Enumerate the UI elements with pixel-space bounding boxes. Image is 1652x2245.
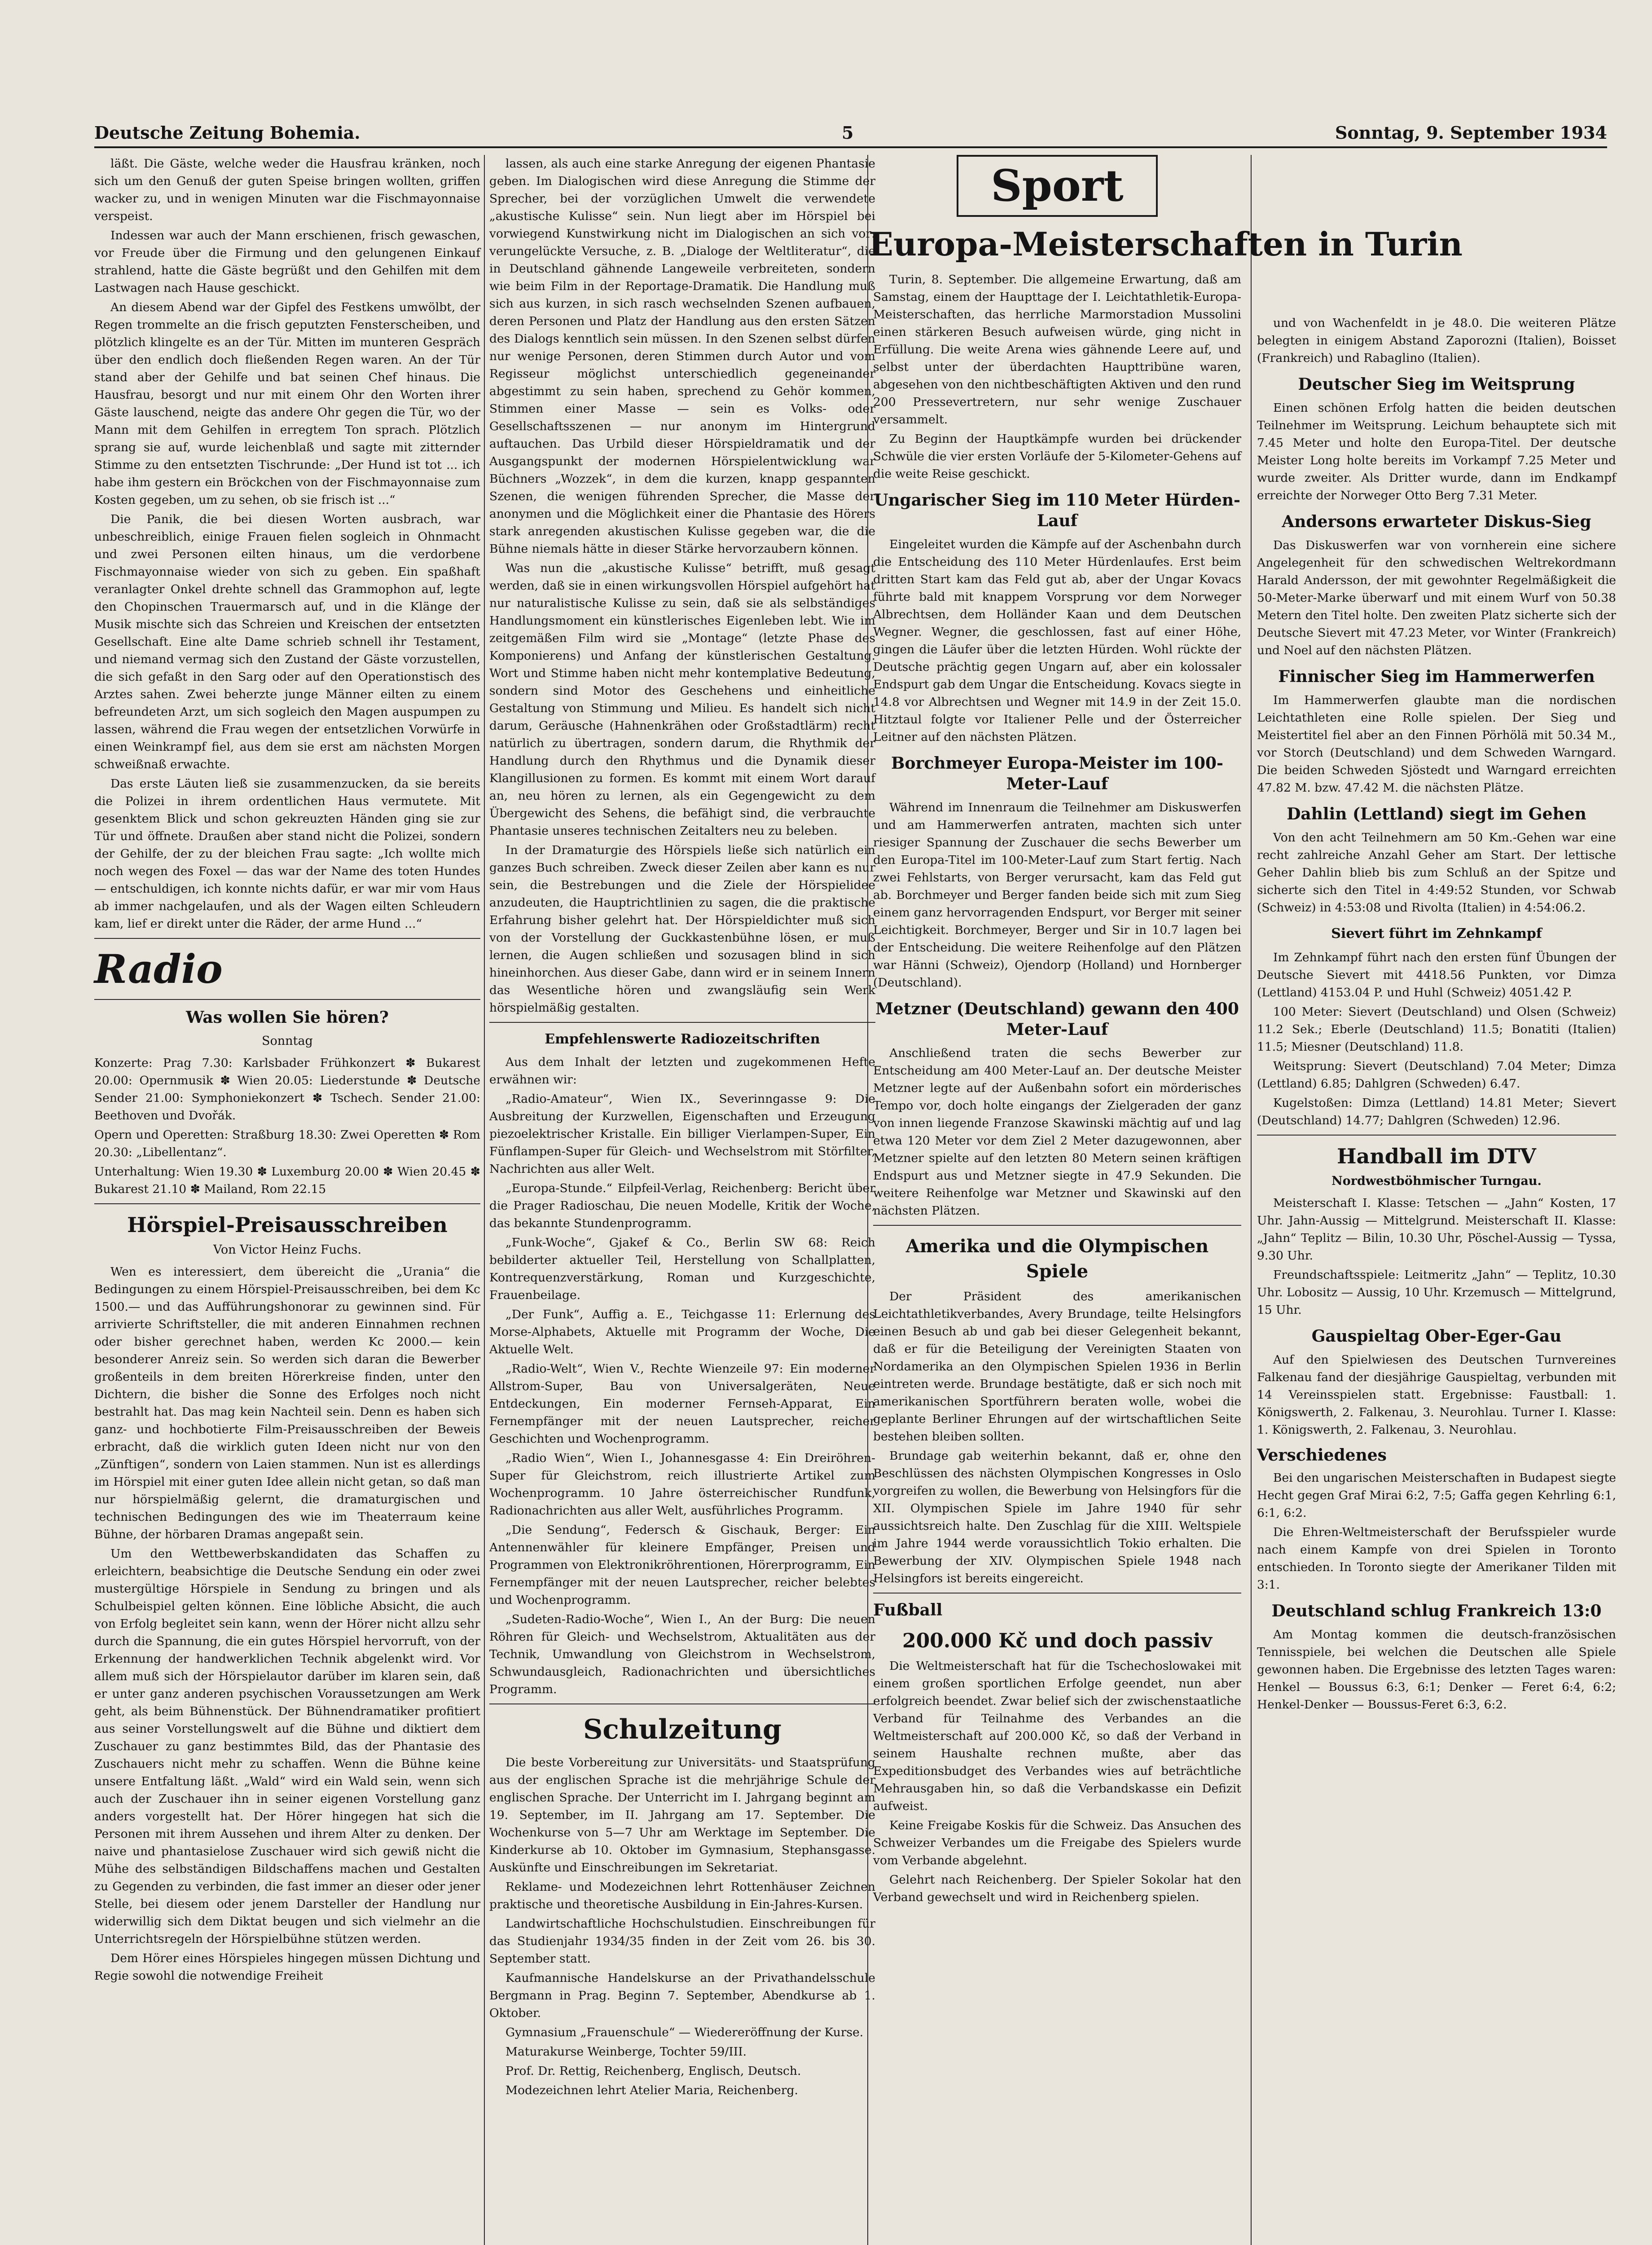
article-paragraph: Was nun die „akustische Kulisse“ betrifft, muß gesagt werden, daß sie in einen wirkungsvollen Hörspiel aufgehört hat nur naturalistische Kulisse zu sein, daß sie als selbständiges Handlungsmoment ein künstlerisches Eigenleben lebt. Wie im zeitgemäßen Film wird sie „Montage“ (letzte Phase des Komponierens) und Anfang der künstlerischen Gestaltung. Wort und Stimme haben nicht mehr kontemplative Bedeutung, sondern sind Motor des Geschehens und einheitliche Gestaltung von Stimmung und Milieu. Es handelt sich nicht darum, Geräusche (Hahnenkrähen oder Großstadtlärm) recht natürlich zu übertragen, sondern darum, die Rhythmik der Handlung durch den Rhythmus und die Dynamik dieser Klangillusionen zu formen. Es kommt mit einem Wort darauf an, neu hören zu lernen, als ein Gegengewicht zu dem Übergewicht des Sehens, die befähigt sind, die verbrauchte Phantasie unseres technischen Zeitalters neu zu beleben. — [489, 561, 875, 838]
sport-subheadline: Nordwestböhmischer Turngau. — [1331, 1174, 1542, 1188]
school-notice: Kaufmannische Handelskurse an der Privathandelsschule Bergmann in Prag. Beginn 7. September, Abendkurse ab 1. Oktober. — [489, 1971, 875, 2020]
school-notice: Maturakurse Weinberge, Tochter 59/III. — [505, 2045, 747, 2059]
sport-paragraph: Einen schönen Erfolg hatten die beiden deutschen Teilnehmer im Weitsprung. Leichum behauptete sich mit 7.45 Meter und holte den Europa-Titel. Der deutsche Meister Long holte bereits im Vorkampf 7.25 Meter und wurde zweiter. Als Dritter wurde, dann im Endkampf erreichte der Norweger Otto Berg 7.31 Meter. — [1257, 401, 1616, 502]
article-paragraph: Dem Hörer eines Hörspieles hingegen müssen Dichtung und Regie sowohl die notwendige Freiheit — [94, 1951, 480, 1983]
column-1 — [94, 155, 480, 1986]
radio-magazine-entry: „Radio-Amateur“, Wien IX., Severinngasse 9: Die Ausbreitung der Kurzwellen, Eigenschaften und Erzeugung piezoelektrischer Kristalle. Ein billiger Vierlampen-Super, Ein Fünflampen-Super für Gleich- und Wechselstrom mit Störfilter, Nachrichten aus aller Welt. — [489, 1092, 875, 1176]
sport-paragraph: 100 Meter: Sievert (Deutschland) und Olsen (Schweiz) 11.2 Sek.; Eberle (Deutschland) 11.5; Bonatiti (Italien) 11.5; Miesner (Deutschland) 11.8. — [1257, 1005, 1616, 1054]
sport-headline: Gauspieltag Ober-Eger-Gau — [1311, 1327, 1562, 1346]
sport-headline: Deutschland schlug Frankreich 13:0 — [1271, 1602, 1602, 1620]
radio-magazine-entry: „Die Sendung“, Federsch & Gischauk, Berger: Ein Antennenwähler für kleinere Empfänger, Preisen und Programmen von Elektronikröhrentionen, Hörerprogramm, Ein Fernempfänger mit der neuen Lautsprecher, reicher belebtes und Wochenprogramm. — [489, 1523, 875, 1607]
section-divider — [873, 1225, 1241, 1226]
sport-paragraph: und von Wachenfeldt in je 48.0. Die weiteren Plätze belegten in einigem Abstand Zaporozni (Italien), Boisset (Frankreich) und Rabaglino (Italien). — [1257, 316, 1616, 365]
page-number: 5 — [842, 123, 854, 143]
sport-main-headline: Europa-Meisterschaften in Turin — [869, 225, 1463, 263]
sport-paragraph: Die Weltmeisterschaft hat für die Tschechoslowakei mit einem großen sportlichen Erfolge geendet, nun aber erfolgreich beendet. Zwar belief sich der zwischenstaatliche Verband für Teilnahme des Verbandes an die Weltmeisterschaft auf 200.000 Kč, so daß der Verband in seinem Haushalte rechnen mußte, aber das Expeditionsbudget des Verbandes wies auf beträchtliche Mehrausgaben hin, so daß die Verbandskasse ein Defizit aufweist. — [873, 1659, 1241, 1813]
page-header — [94, 116, 1607, 143]
sport-headline: Amerika und die Olympischen Spiele — [905, 1236, 1209, 1282]
school-notice: Die beste Vorbereitung zur Universitäts- und Staatsprüfung aus der englischen Sprache ist die mehrjährige Schule der englischen Sprache. Der Unterricht im I. Jahrgang beginnt am 19. September, im II. Jahrgang am 17. September. Die Wochenkurse von 5—7 Uhr am Werktage im September. Die Kinderkurse ab 10. Oktober im Gymnasium, Stephansgasse. Auskünfte und Einschreibungen im Sekretariat. — [489, 1756, 875, 1875]
radio-program-heading: Was wollen Sie hören? — [186, 1008, 389, 1027]
column-4 — [1257, 314, 1616, 1715]
radio-program-day: Sonntag — [262, 1034, 313, 1048]
sport-subheadline: Sievert führt im Zehnkampf — [1331, 926, 1542, 942]
radio-magazines-heading: Empfehlenswerte Radiozeitschriften — [545, 1031, 820, 1047]
sport-headline: Ungarischer Sieg im 110 Meter Hürden-Lauf — [874, 491, 1240, 530]
header-rule — [94, 146, 1607, 148]
article-byline: Von Victor Heinz Fuchs. — [213, 1243, 362, 1257]
radio-magazine-entry: „Radio Wien“, Wien I., Johannesgasse 4: Ein Dreiröhren-Super für Gleichstrom, reich illustrierte Artikel zum Wochenprogramm. 10 Jahre österreichischer Rundfunk, Radionachrichten aus aller Welt, ausführliches Programm. — [489, 1451, 875, 1518]
radio-magazine-entry: „Funk-Woche“, Gjakef & Co., Berlin SW 68: Reich bebilderter aktueller Teil, Herstellung von Schallplatten, Kontrequenzverstärkung, Roman und Kurzgeschichte, Frauenbeilage. — [489, 1236, 875, 1302]
sport-paragraph: Das Diskuswerfen war von vornherein eine sichere Angelegenheit für den schwedischen Weltrekordmann Harald Andersson, der mit gewohnter Regelmäßigkeit die 50-Meter-Marke überwarf und mit einem Wurf von 50.38 Metern den Titel holte. Den zweiten Platz sicherte sich der Deutsche Sievert mit 47.23 Meter, vor Winter (Frankreich) und Noel auf den nächsten Plätzen. — [1257, 538, 1616, 657]
sport-headline: Metzner (Deutschland) gewann den 400 Meter-Lauf — [875, 999, 1239, 1039]
story-paragraph: läßt. Die Gäste, welche weder die Hausfrau kränken, noch sich um den Genuß der guten Speise bringen wollten, griffen wacker zu, und in wenigen Minuten war die Fischmayonnaise verspeist. — [94, 157, 480, 223]
sport-paragraph: Meisterschaft I. Klasse: Tetschen — „Jahn“ Kosten, 17 Uhr. Jahn-Aussig — Mittelgrund. Meisterschaft II. Klasse: „Jahn“ Teplitz — Bilin, 10.30 Uhr, Pöschel-Aussig — Tyssa, 9.30 Uhr. — [1257, 1196, 1616, 1263]
radio-program-line: Konzerte: Prag 7.30: Karlsbader Frühkonzert ✽ Bukarest 20.00: Opernmusik ✽ Wien 20.05: Liederstunde ✽ Deutsche Sender 21.00: Symphoniekonzert ✽ Tschech. Sender 21.00: Beethoven und Dvořák. — [94, 1056, 480, 1122]
sport-headline: Deutscher Sieg im Weitsprung — [1298, 375, 1575, 394]
radio-section-title: Radio — [94, 946, 223, 992]
sport-paragraph: Bei den ungarischen Meisterschaften in Budapest siegte Hecht gegen Graf Mirai 6:2, 7:5; Gaffa gegen Kehrling 6:1, 6:1, 6:2. — [1257, 1471, 1616, 1520]
sport-paragraph: Die Ehren-Weltmeisterschaft der Berufsspieler wurde nach einem Kampfe von drei Spielen in Toronto entschieden. In Toronto siegte der Amerikaner Tilden mit 3:1. — [1257, 1525, 1616, 1592]
section-divider — [94, 1203, 480, 1204]
radio-program-line: Opern und Operetten: Straßburg 18.30: Zwei Operetten ✽ Rom 20.30: „Libellentanz“. — [94, 1128, 480, 1159]
story-paragraph: Indessen war auch der Mann erschienen, frisch gewaschen, vor Freude über die Firmung und den gelungenen Einkauf strahlend, hatte die Gäste begrüßt und den Gehilfen mit dem Lastwagen nach Hause geschickt. — [94, 229, 480, 295]
sport-paragraph: Keine Freigabe Koskis für die Schweiz. Das Ansuchen des Schweizer Verbandes um die Freigabe des Spielers wurde vom Verbande abgelehnt. — [873, 1818, 1241, 1867]
article-paragraph: lassen, als auch eine starke Anregung der eigenen Phantasie geben. Im Dialogischen wird diese Anregung die Stimme der Sprecher, bei der vorzüglichen Umwelt die verwendete „akustische Kulisse“ sein. Nun liegt aber im Hörspiel bei vorwiegend Kunstwirkung nicht im Dialogischen an sich vor: verungelückte Versuche, z. B. „Dialoge der Weltliteratur“, die in Deutschland gähnende Langeweile verbreiteten, sondern wie beim Film in der Reportage-Dramatik. Die Handlung muß sich aus kurzen, in sich rasch wechselnden Szenen aufbauen, deren Personen und Platz der Handlung aus den ersten Sätzen des Dialogs kenntlich sein müssen. In den Szenen selbst dürfen nur wenige Personen, deren Stimmen durch Autor und vom Regisseur möglichst unterschiedlich gegeneinander abgestimmt zu sein haben, sprechend zu Gehör kommen, Stimmen einer Masse — sein es Volks- oder Gesellschaftsszenen — nur anonym im Hintergrund auftauchen. Das Urbild dieser Hörspieldramatik und der Ausgangspunkt der modernen Hörspielentwicklung war Büchners „Wozzek“, in dem die kurzen, knapp gespannten Szenen, die wenigen führenden Sprecher, die Masse der anonymen und die Möglichkeit einer die Phantasie des Hörers stark anregenden akustischen Kulisse gegeben war, die die Bühne niemals hätte in dieser Stärke hervorzaubern können. — [489, 157, 875, 556]
sport-section-title: Sport — [957, 155, 1158, 217]
radio-magazines-intro: Aus dem Inhalt der letzten und zugekommenen Hefte erwähnen wir: — [489, 1055, 875, 1087]
sport-paragraph: Weitsprung: Sievert (Deutschland) 7.04 Meter; Dimza (Lettland) 6.85; Dahlgren (Schweden) 6.47. — [1257, 1059, 1616, 1091]
story-paragraph: Die Panik, die bei diesen Worten ausbrach, war unbeschreiblich, einige Frauen fielen sogleich in Ohnmacht und zwei Personen eilten hinaus, um die verdorbene Fischmayonnaise wieder von sich zu geben. Ein spaßhaft veranlagter Onkel drehte schnell das Grammophon auf, legte den Chopinschen Trauermarsch auf, und in die Klänge der Musik mischte sich das Schreien und Kreischen der entsetzten Gesellschaft. Eine alte Dame schrieb schnell ihr Testament, und niemand vermag sich den Zustand der Gäste vorzustellen, die sich gefaßt in den Sarg oder auf den Operationstisch des Arztes sahen. Zwei beherzte junge Männer eilten zu einem befreundeten Arzt, um sich sogleich den Magen auspumpen zu lassen, während die Frau wegen der entsetzlichen Vorwürfe in einen Weinkrampf fiel, aus dem sie erst am nächsten Morgen schweißnaß erwachte. — [94, 512, 480, 771]
sport-paragraph: Auf den Spielwiesen des Deutschen Turnvereines Falkenau fand der diesjährige Gauspieltag, verbunden mit 14 Vereinsspielen statt. Ergebnisse: Faustball: 1. Königswerth, 2. Falkenau, 3. Neurohlau. Turner I. Klasse: 1. Königswerth, 2. Falkenau, 3. Neurohlau. — [1257, 1353, 1616, 1437]
football-section-title: Fußball — [873, 1601, 943, 1620]
radio-magazine-entry: „Radio-Welt“, Wien V., Rechte Wienzeile 97: Ein moderner Allstrom-Super, Bau von Universalgeräten, Neue Entdeckungen, Ein moderner Fernseh-Apparat, Ein Fernempfänger mit der neuen Lautsprecher, reicher Geschichten und Wochenprogramm. — [489, 1362, 875, 1446]
sport-paragraph: Anschließend traten die sechs Bewerber zur Entscheidung am 400 Meter-Lauf an. Der deutsche Meister Metzner legte auf der Außenbahn sofort ein mörderisches Tempo vor, doch holte eingangs der Zielgeraden der ganz von innen liegende Franzose Skawinski mächtig auf und lag etwa 120 Meter vor dem Ziel 2 Meter dazugewonnen, aber Metzner spielte auf den letzten 80 Metern seinen kräftigen Endspurt aus und Metzner siegte in 47.9 Sekunden. Die weitere Reihenfolge war Metzner und Skawinski auf den nächsten Plätzen. — [873, 1046, 1241, 1218]
article-paragraph: Um den Wettbewerbskandidaten das Schaffen zu erleichtern, beabsichtige die Deutsche Sendung ein oder zwei mustergültige Hörspiele in Sendung zu bringen und als Schulbeispiel gelten können. Eine löbliche Absicht, die auch von Erfolg begleitet sein kann, wenn der Hörer nicht allzu sehr durch die Spannung, die ein gutes Hörspiel hervorruft, von der Erkennung der handwerklichen Technik abgelenkt wird. Vor allem muß sich der Hörspielautor darüber im klaren sein, daß er unter ganz anderen psychischen Voraussetzungen am Werk geht, als beim Bühnenstück. Der Bühnendramatiker profitiert aus seiner Vorstellungswelt auf die Bühne und diktiert dem Zuschauer zu ganz bestimmtes Bild, das der Phantasie des Zuschauers nicht mehr zu schaffen. Wenn die Bühne keine unsere Entfaltung läßt. „Wald“ wird ein Wald sein, wenn sich auch der Zuschauer ihn in seiner eigenen Vorstellung ganz anders vorgestellt hat. Der Hörer hingegen hat sich die Personen mit ihrem Aussehen und ihrem Alter zu denken. Der naive und phantasielose Zuschauer wird sich gewiß nicht die Mühe des selbständigen Bildschaffens machen und Gestalten zu Gegenden zu verbinden, die fast immer an dieser oder jener Stelle, bei diesem oder jenem Darsteller der Handlung nur widerwillig sich dem Diktat beugen und sich vielmehr an die Unterrichtsregeln der Hörspielbühne stützen werden. — [94, 1547, 480, 1946]
story-paragraph: An diesem Abend war der Gipfel des Festkens umwölbt, der Regen trommelte an die frisch geputzten Fensterscheiben, und plötzlich klingelte es an der Tür. Mitten im munteren Gespräch über den endlich doch fließenden Regen waren. An der Tür stand aber der Gehilfe und bat seinen Chef hinaus. Die Hausfrau, besorgt und nur mit einem Ohr den Worten ihrer Gäste lauschend, neigte das andere Ohr gegen die Tür, wo der Mann mit dem Gehilfen in erregtem Ton sprach. Plötzlich sprang sie auf, wurde leichenblaß und sagte mit zitternder Stimme zu den entsetzten Tischrunde: „Der Hund ist tot ... ich habe ihm gestern ein Bröckchen von der Fischmayonnaise zum Kosten gegeben, um zu sehen, ob sie frisch ist ...“ — [94, 300, 480, 507]
sport-paragraph: Brundage gab weiterhin bekannt, daß er, ohne den Beschlüssen des nächsten Olympischen Kongresses in Oslo vorgreifen zu wollen, die Bewerbung von Helsingfors für die XII. Olympischen Spiele im Jahre 1940 für sehr aussichtsreich halte. Den Zuschlag für die XIII. Weltspiele im Jahre 1944 werde voraussichtlich Tokio erhalten. Die Bewerbung der XIV. Olympischen Spiele 1948 nach Helsingfors ist bereits eingereicht. — [873, 1449, 1241, 1585]
article-paragraph: Wen es interessiert, dem übereicht die „Urania“ die Bedingungen zu einem Hörspiel-Preisausschreiben, bei dem Kc 1500.— und das Aufführungshonorar zu gewinnen sind. Für arrivierte Schriftsteller, die mit anderen Einnahmen rechnen oder bisher gerechnet haben, werden Kc 2000.— kein besonderer Anreiz sein. So werden sich daran die Bewerber großenteils in dem breiten Hörerkreise finden, unter den Dichtern, die bisher die Sonne des Erfolges noch nicht bestrahlt hat. Das mag kein Nachteil sein. Denn es haben sich ganz- und hochbotierte Film-Preisausschreiben der Beweis erbracht, daß die wirklich guten Ideen nicht nur von den „Zünftigen“, sondern von Laien stammen. Nun ist es allerdings im Hörspiel mit einer guten Idee allein nicht getan, so daß man nur hörspielmäßig gelernt, die dramaturgischen und technischen Bedingungen des wie im Theaterraum keine Bühne, der hörbaren Dramas angepaßt sein. — [94, 1265, 480, 1541]
column-rule — [484, 155, 485, 2245]
school-section-title: Schulzeitung — [583, 1714, 782, 1745]
sport-paragraph: Von den acht Teilnehmern am 50 Km.-Gehen war eine recht zahlreiche Anzahl Geher am Start. Der lettische Geher Dahlin blieb bis zum Schluß an der Spitze und sicherte sich den Titel in 4:49:52 Stunden, vor Schwab (Schweiz) in 4:53:08 und Rivolta (Italien) in 4:54:06.2. — [1257, 831, 1616, 915]
section-divider — [489, 1022, 875, 1023]
newspaper-name: Deutsche Zeitung Bohemia. — [94, 123, 360, 143]
sport-headline: Finnischer Sieg im Hammerwerfen — [1278, 667, 1595, 686]
misc-section-title: Verschiedenes — [1257, 1446, 1387, 1465]
sport-headline: Handball im DTV — [1337, 1144, 1536, 1168]
school-notice: Gymnasium „Frauenschule“ — Wiedereröffnung der Kurse. — [505, 2025, 864, 2039]
sport-headline: 200.000 Kč und doch passiv — [902, 1629, 1213, 1652]
sport-paragraph: Kugelstoßen: Dimza (Lettland) 14.81 Meter; Sievert (Deutschland) 14.77; Dahlgren (Schweden) 12.96. — [1257, 1096, 1616, 1127]
sport-paragraph: Eingeleitet wurden die Kämpfe auf der Aschenbahn durch die Entscheidung des 110 Meter Hürdenlaufes. Erst beim dritten Start kam das Feld gut ab, aber der Ungar Kovacs führte bald mit knappem Vorsprung vor dem Norweger Albrechtsen, dem Holländer Kaan und dem Deutschen Wegner. Wegner, die geschlossen, fast auf einer Höhe, gingen die Läufer über die letzten Hürden. Wohl rückte der Deutsche prächtig gegen Ungarn auf, aber ein kolossaler Endspurt gab dem Ungar die Entscheidung. Kovacs siegte in 14.8 vor Albrechtsen und Wegner mit 14.9 in der Zeit 15.0. Hitztaul folgte vor Italiener Pelle und der Österreicher Leitner auf den nächsten Plätzen. — [873, 537, 1241, 744]
section-divider — [873, 1593, 1241, 1594]
article-paragraph: In der Dramaturgie des Hörspiels ließe sich natürlich ein ganzes Buch schreiben. Zweck dieser Zeilen aber kann es nur sein, die Bestrebungen und die Ziele der Hörspielidee anzudeuten, die Hauptrichtlinien zu sagen, die die praktische Erfahrung bisher gelehrt hat. Der Hörspieldichter muß sich von der Vorstellung der Guckkastenbühne lösen, er muß lernen, die Augen schließen und sozusagen blind in sich hineinhorchen. Aus dieser Gabe, dann wird er in seinem Innern das Wesentliche hören und zwangsläufig sein Werk hörspielmäßig gestalten. — [489, 843, 875, 1015]
sport-paragraph: Freundschaftsspiele: Leitmeritz „Jahn“ — Teplitz, 10.30 Uhr. Lobositz — Aussig, 10 Uhr. Krzemusch — Mittelgrund, 15 Uhr. — [1257, 1268, 1616, 1317]
sport-paragraph: Turin, 8. September. Die allgemeine Erwartung, daß am Samstag, einem der Haupttage der I. Leichtathletik-Europa-Meisterschaften, das herrliche Marmorstadion Mussolini einen stärkeren Besuch aufweisen würde, ging nicht in Erfüllung. Die weite Arena wies gähnende Leere auf, und selbst unter der überdachten Haupttribüne waren, abgesehen von den nichtbeschäftigten Aktiven und den rund 200 Pressevertretern, nur sehr wenige Zuschauer versammelt. — [873, 273, 1241, 427]
radio-magazine-entry: „Europa-Stunde.“ Eilpfeil-Verlag, Reichenberg: Bericht über die Prager Radioschau, Die neuen Modelle, Kritik der Woche, das bekannte Stundenprogramm. — [489, 1181, 875, 1230]
school-notice: Reklame- und Modezeichnen lehrt Rottenhäuser Zeichnen praktische und theoretische Ausbildung in Ein-Jahres-Kursen. — [489, 1880, 875, 1911]
story-paragraph: Das erste Läuten ließ sie zusammenzucken, da sie bereits die Polizei in ihrem ordentlichen Haus vermutete. Mit gesenktem Blick und schon gekreuzten Händen ging sie zur Tür und öffnete. Draußen aber stand nicht die Polizei, sondern der Gehilfe, der zu der bleichen Frau sagte: „Ich wollte mich noch wegen des Foxel — das war der Name des toten Hundes — entschuldigen, ich konnte nichts dafür, er war mir vom Haus ab immer nachgelaufen, und als der Wagen eilten Schleudern kam, lief er direkt unter die Räder, der arme Hund ...“ — [94, 777, 480, 931]
section-divider — [1257, 1135, 1616, 1136]
sport-paragraph: Der Präsident des amerikanischen Leichtathletikverbandes, Avery Brundage, teilte Helsingfors einen Besuch ab und gab bei dieser Gelegenheit bekannt, daß er für die Beteiligung der Vereinigten Staaten von Nordamerika an den Olympischen Spielen 1936 in Berlin eintreten werde. Brundage bestätigte, daß er sich noch mit amerikanischen Sportführern beraten wolle, wobei die geplante Berliner Ehrungen auf der wirtschaftlichen Seite bestehen bleiben sollten. — [873, 1290, 1241, 1444]
issue-date: Sonntag, 9. September 1934 — [1335, 123, 1607, 143]
school-notice: Prof. Dr. Rettig, Reichenberg, Englisch, Deutsch. — [505, 2064, 801, 2078]
radio-magazine-entry: „Sudeten-Radio-Woche“, Wien I., An der Burg: Die neuen Röhren für Gleich- und Wechselstrom, Aktualitäten aus der Technik, Umwandlung von Gleichstrom in Wechselstrom, Schwundausgleich, Radionachrichten und übersichtliches Programm. — [489, 1612, 875, 1696]
section-divider — [94, 938, 480, 939]
radio-magazine-entry: „Der Funk“, Auffig a. E., Teichgasse 11: Erlernung des Morse-Alphabets, Aktuelle mit Programm der Woche, Die Aktuelle Welt. — [489, 1307, 875, 1356]
sport-paragraph: Am Montag kommen die deutsch-französischen Tennisspiele, bei welchen die Deutschen alle Spiele gewonnen haben. Die Ergebnisse des letzten Tages waren: Henkel — Boussus 6:3, 6:1; Denker — Feret 6:4, 6:2; Henkel-Denker — Boussus-Feret 6:3, 6:2. — [1257, 1628, 1616, 1712]
sport-paragraph: Zu Beginn der Hauptkämpfe wurden bei drückender Schwüle die vier ersten Vorläufe der 5-Kilometer-Gehens auf die weite Reise geschickt. — [873, 432, 1241, 481]
sport-paragraph: Im Hammerwerfen glaubte man die nordischen Leichtathleten eine Rolle spielen. Der Sieg und Meistertitel fiel aber an den Finnen Pörhölä mit 50.34 M., vor Storch (Deutschland) und dem Schweden Warngard. Die beiden Schweden Sjöstedt und Warngard erreichten 47.82 M. bzw. 47.42 M. die nächsten Plätze. — [1257, 693, 1616, 795]
sport-headline: Borchmeyer Europa-Meister im 100-Meter-Lauf — [891, 754, 1223, 793]
sport-paragraph: Während im Innenraum die Teilnehmer am Diskuswerfen und am Hammerwerfen antraten, machten sich unter riesiger Spannung der Zuschauer die sechs Bewerber um den Europa-Titel im 100-Meter-Lauf zum Start fertig. Nach zwei Fehlstarts, von Berger verursacht, kam das Feld gut ab. Borchmeyer und Berger fanden beide sich mit zum Sieg einem ganz hervorragenden Endspurt, vor Berger mit seiner Leichtigkeit. Borchmeyer, Berger und Sir in 10.7 lagen bei der Entscheidung. Die weitere Reihenfolge auf den Plätzen war Hänni (Schweiz), Ojendorp (Holland) und Hornberger (Deutschland). — [873, 801, 1241, 990]
column-rule — [1251, 155, 1252, 2245]
school-notice: Landwirtschaftliche Hochschulstudien. Einschreibungen für das Studienjahr 1934/35 finden in der Zeit vom 26. bis 30. September statt. — [489, 1917, 875, 1966]
sport-headline: Dahlin (Lettland) siegt im Gehen — [1287, 805, 1586, 823]
column-2 — [489, 155, 875, 2101]
radio-program-line: Unterhaltung: Wien 19.30 ✽ Luxemburg 20.00 ✽ Wien 20.45 ✽ Bukarest 21.10 ✽ Mailand, Rom 22.15 — [94, 1165, 480, 1196]
article-headline: Hörspiel-Preisausschreiben — [127, 1213, 448, 1237]
school-notice: Modezeichnen lehrt Atelier Maria, Reichenberg. — [505, 2083, 798, 2097]
sport-headline: Andersons erwarteter Diskus-Sieg — [1282, 512, 1591, 531]
sport-paragraph: Im Zehnkampf führt nach den ersten fünf Übungen der Deutsche Sievert mit 4418.56 Punkten, vor Dimza (Lettland) 4153.04 P. und Huhl (Schweiz) 4051.42 P. — [1257, 951, 1616, 999]
section-divider — [94, 999, 480, 1000]
sport-paragraph: Gelehrt nach Reichenberg. Der Spieler Sokolar hat den Verband gewechselt und wird in Reichenberg spielen. — [873, 1873, 1241, 1904]
